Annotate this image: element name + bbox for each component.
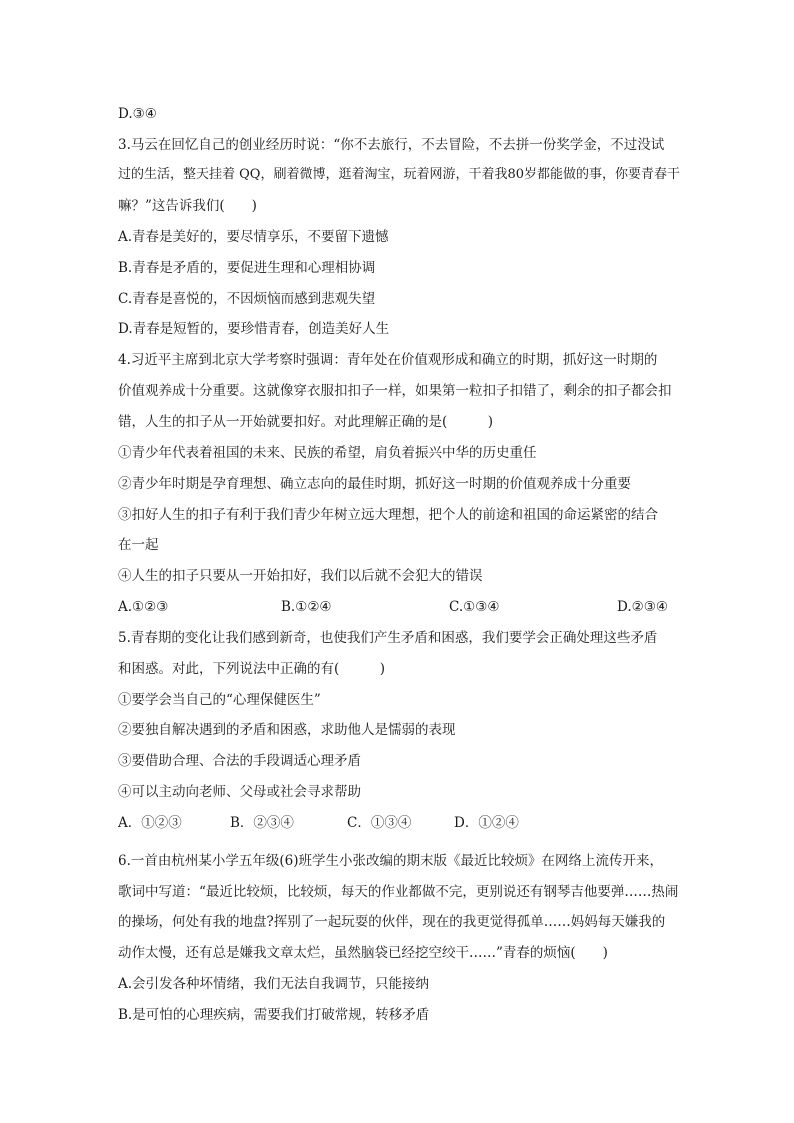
q5-options-row	[118, 814, 678, 832]
q4-stem-line-1: 4.习近平主席到北京大学考察时强调：青年处在价值观形成和确立的时期，抓好这一时期的	[118, 352, 658, 368]
q6-option-b: B.是可怕的心理疾病，需要我们打破常规，转移矛盾	[118, 1007, 430, 1023]
q3-option-c: C.青春是喜悦的，不因烦恼而感到悲观失望	[118, 291, 376, 307]
q5-option-d: D．①②④	[454, 815, 519, 831]
q5-option-b: B．②③④	[230, 815, 294, 831]
q6-option-a: A.会引发各种坏情绪，我们无法自我调节，只能接纳	[118, 976, 430, 992]
q3-option-a: A.青春是美好的，要尽情享乐，不要留下遗憾	[118, 229, 389, 245]
q6-stem-line-1: 6.一首由杭州某小学五年级(6)班学生小张改编的期末版《最近比较烦》在网络上流传开来，	[118, 853, 664, 869]
q4-option-a: A.①②③	[118, 599, 169, 615]
q4-statement-3-line-1: ③扣好人生的扣子有利于我们青少年树立远大理想，把个人的前途和祖国的命运紧密的结合	[118, 507, 658, 523]
q4-option-d: D.②③④	[617, 599, 668, 615]
q6-stem-line-4: 动作太慢，还有总是嫌我文章太烂，虽然脑袋已经挖空绞干……”青春的烦恼( )	[118, 945, 608, 961]
q5-statement-2: ②要独自解决遇到的矛盾和困惑，求助他人是懦弱的表现	[118, 722, 456, 738]
q5-option-a: A．①②③	[118, 815, 182, 831]
q6-stem-line-2: 歌词中写道：“最近比较烦，比较烦，每天的作业都做不完，更别说还有钢琴吉他要弹……热闹	[118, 884, 679, 900]
q6-stem-line-3: 的操场，何处有我的地盘?挥别了一起玩耍的伙伴，现在的我更觉得孤单……妈妈每天嫌我的	[118, 914, 666, 930]
q4-statement-3-line-2: 在一起	[118, 537, 159, 553]
q3-stem-line-1: 3.马云在回忆自己的创业经历时说：“你不去旅行，不去冒险，不去拼一份奖学金，不过没试	[118, 137, 665, 153]
q5-statement-1: ①要学会当自己的“心理保健医生”	[118, 692, 321, 708]
q5-stem-line-1: 5.青春期的变化让我们感到新奇，也使我们产生矛盾和困惑，我们要学会正确处理这些矛盾	[118, 630, 658, 646]
q4-statement-1: ①青少年代表着祖国的未来、民族的希望，肩负着振兴中华的历史重任	[118, 445, 537, 461]
q4-statement-2: ②青少年时期是孕育理想、确立志向的最佳时期，抓好这一时期的价值观养成十分重要	[118, 476, 631, 492]
q4-stem-line-2: 价值观养成十分重要。这就像穿衣服扣扣子一样，如果第一粒扣子扣错了，剩余的扣子都会扣	[118, 383, 672, 399]
q3-stem-line-3: 嘛？”这告诉我们( )	[118, 198, 257, 214]
q4-options-row	[118, 598, 678, 616]
q4-option-c: C.①③④	[449, 599, 500, 615]
q5-option-c: C．①③④	[347, 815, 412, 831]
q5-statement-3: ③要借助合理、合法的手段调适心理矛盾	[118, 753, 361, 769]
q3-option-d: D.青春是短暂的，要珍惜青春，创造美好人生	[118, 321, 390, 337]
q5-statement-4: ④可以主动向老师、父母或社会寻求帮助	[118, 784, 361, 800]
q3-stem-line-2: 过的生活，整天挂着 QQ，刷着微博，逛着淘宝，玩着网游，干着我80岁都能做的事，你要青春干	[118, 167, 680, 182]
q4-statement-4: ④人生的扣子只要从一开始扣好，我们以后就不会犯大的错误	[118, 568, 483, 584]
q3-option-b: B.青春是矛盾的，要促进生理和心理相协调	[118, 260, 376, 276]
q4-stem-line-3: 错，人生的扣子从一开始就要扣好。对此理解正确的是( )	[118, 414, 494, 430]
q5-stem-line-2: 和困惑。对此，下列说法中正确的有( )	[118, 661, 386, 677]
q2-option-d: D.③④	[118, 106, 157, 122]
q4-option-b: B.①②④	[281, 599, 332, 615]
